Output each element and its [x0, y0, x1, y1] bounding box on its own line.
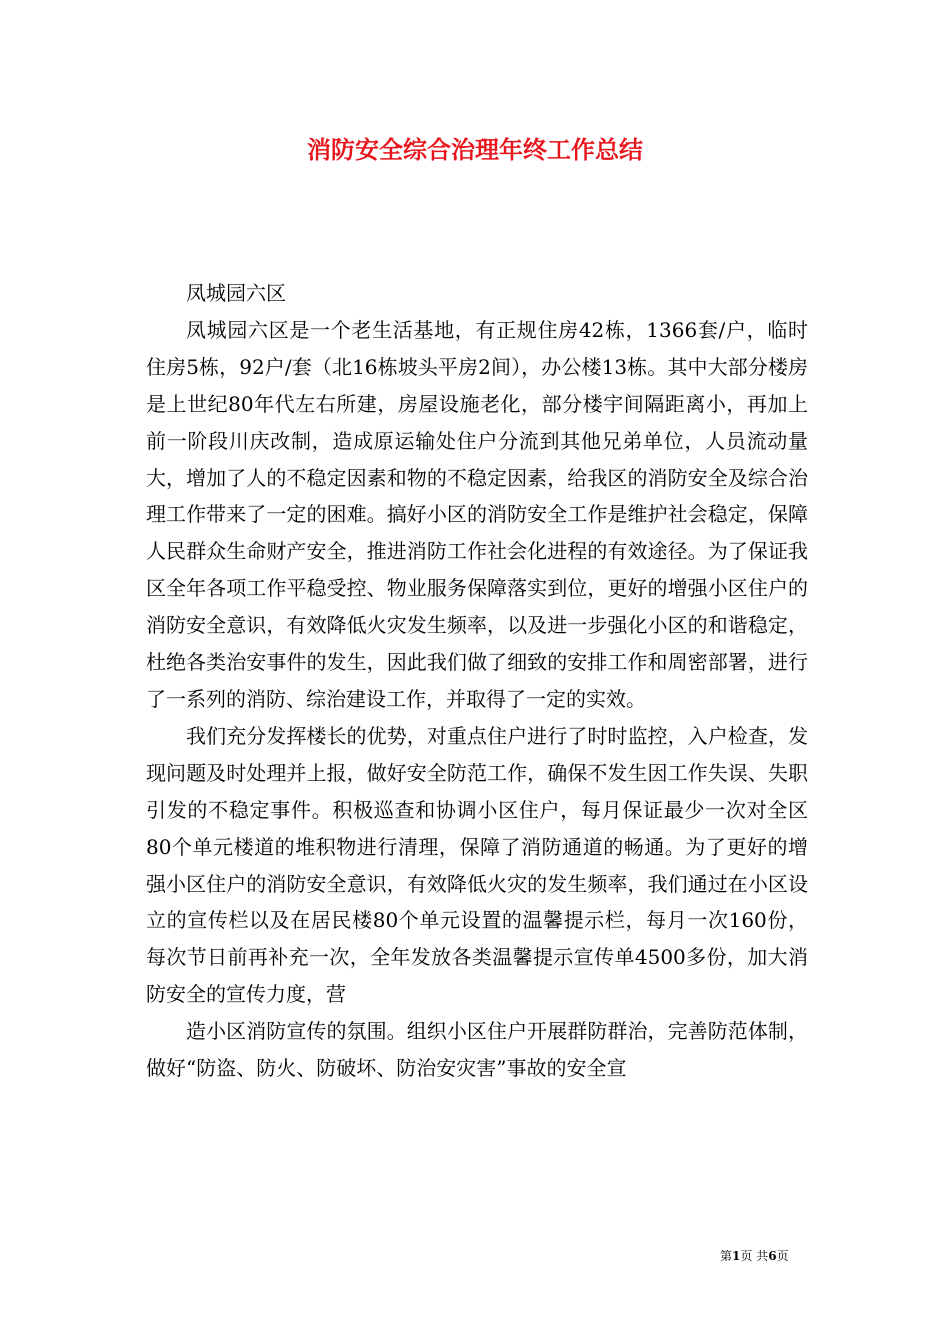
footer-suffix: 页: [776, 1249, 789, 1263]
document-title: 消防安全综合治理年终工作总结: [307, 135, 643, 164]
paragraph-heading: 凤城园六区: [186, 281, 286, 305]
current-page-number: 1: [732, 1249, 741, 1263]
footer-middle: 页 共: [740, 1249, 769, 1263]
paragraph: 造小区消防宣传的氛围。组织小区住户开展群防群治，完善防范体制，做好“防盗、防火、防破坏、防治安灾害”事故的安全宣: [146, 1019, 808, 1081]
page-number-footer: [720, 1248, 840, 1264]
footer-prefix: 第: [720, 1249, 733, 1263]
document-body: [146, 275, 808, 1087]
total-pages-number: 6: [768, 1249, 777, 1263]
paragraph: 我们充分发挥楼长的优势，对重点住户进行了时时监控，入户检查，发现问题及时处理并上报，做好安全防范工作，确保不发生因工作失误、失职引发的不稳定事件。积极巡查和协调小区住户，每月保证最少一次对全区80个单元楼道的堆积物进行清理，保障了消防通道的畅通。为了更好的增强小区住户的消防安全意识，有效降低火灾的发生频率，我们通过在小区设立的宣传栏以及在居民楼80个单元设置的温馨提示栏，每月一次160份，每次节日前再补充一次，全年发放各类温馨提示宣传单4500多份，加大消防安全的宣传力度，营: [146, 723, 808, 1007]
paragraph: 凤城园六区是一个老生活基地，有正规住房42栋，1366套/户，临时住房5栋，92户/套（北16栋坡头平房2间），办公楼13栋。其中大部分楼房是上世纪80年代左右所建，房屋设施老化，部分楼宇间隔距离小，再加上前一阶段川庆改制，造成原运输处住户分流到其他兄弟单位，人员流动量大，增加了人的不稳定因素和物的不稳定因素，给我区的消防安全及综合治理工作带来了一定的困难。搞好小区的消防安全工作是维护社会稳定，保障人民群众生命财产安全，推进消防工作社会化进程的有效途径。为了保证我区全年各项工作平稳受控、物业服务保障落实到位，更好的增强小区住户的消防安全意识，有效降低火灾发生频率，以及进一步强化小区的和谐稳定，杜绝各类治安事件的发生，因此我们做了细致的安排工作和周密部署，进行了一系列的消防、综治建设工作，并取得了一定的实效。: [146, 317, 808, 711]
